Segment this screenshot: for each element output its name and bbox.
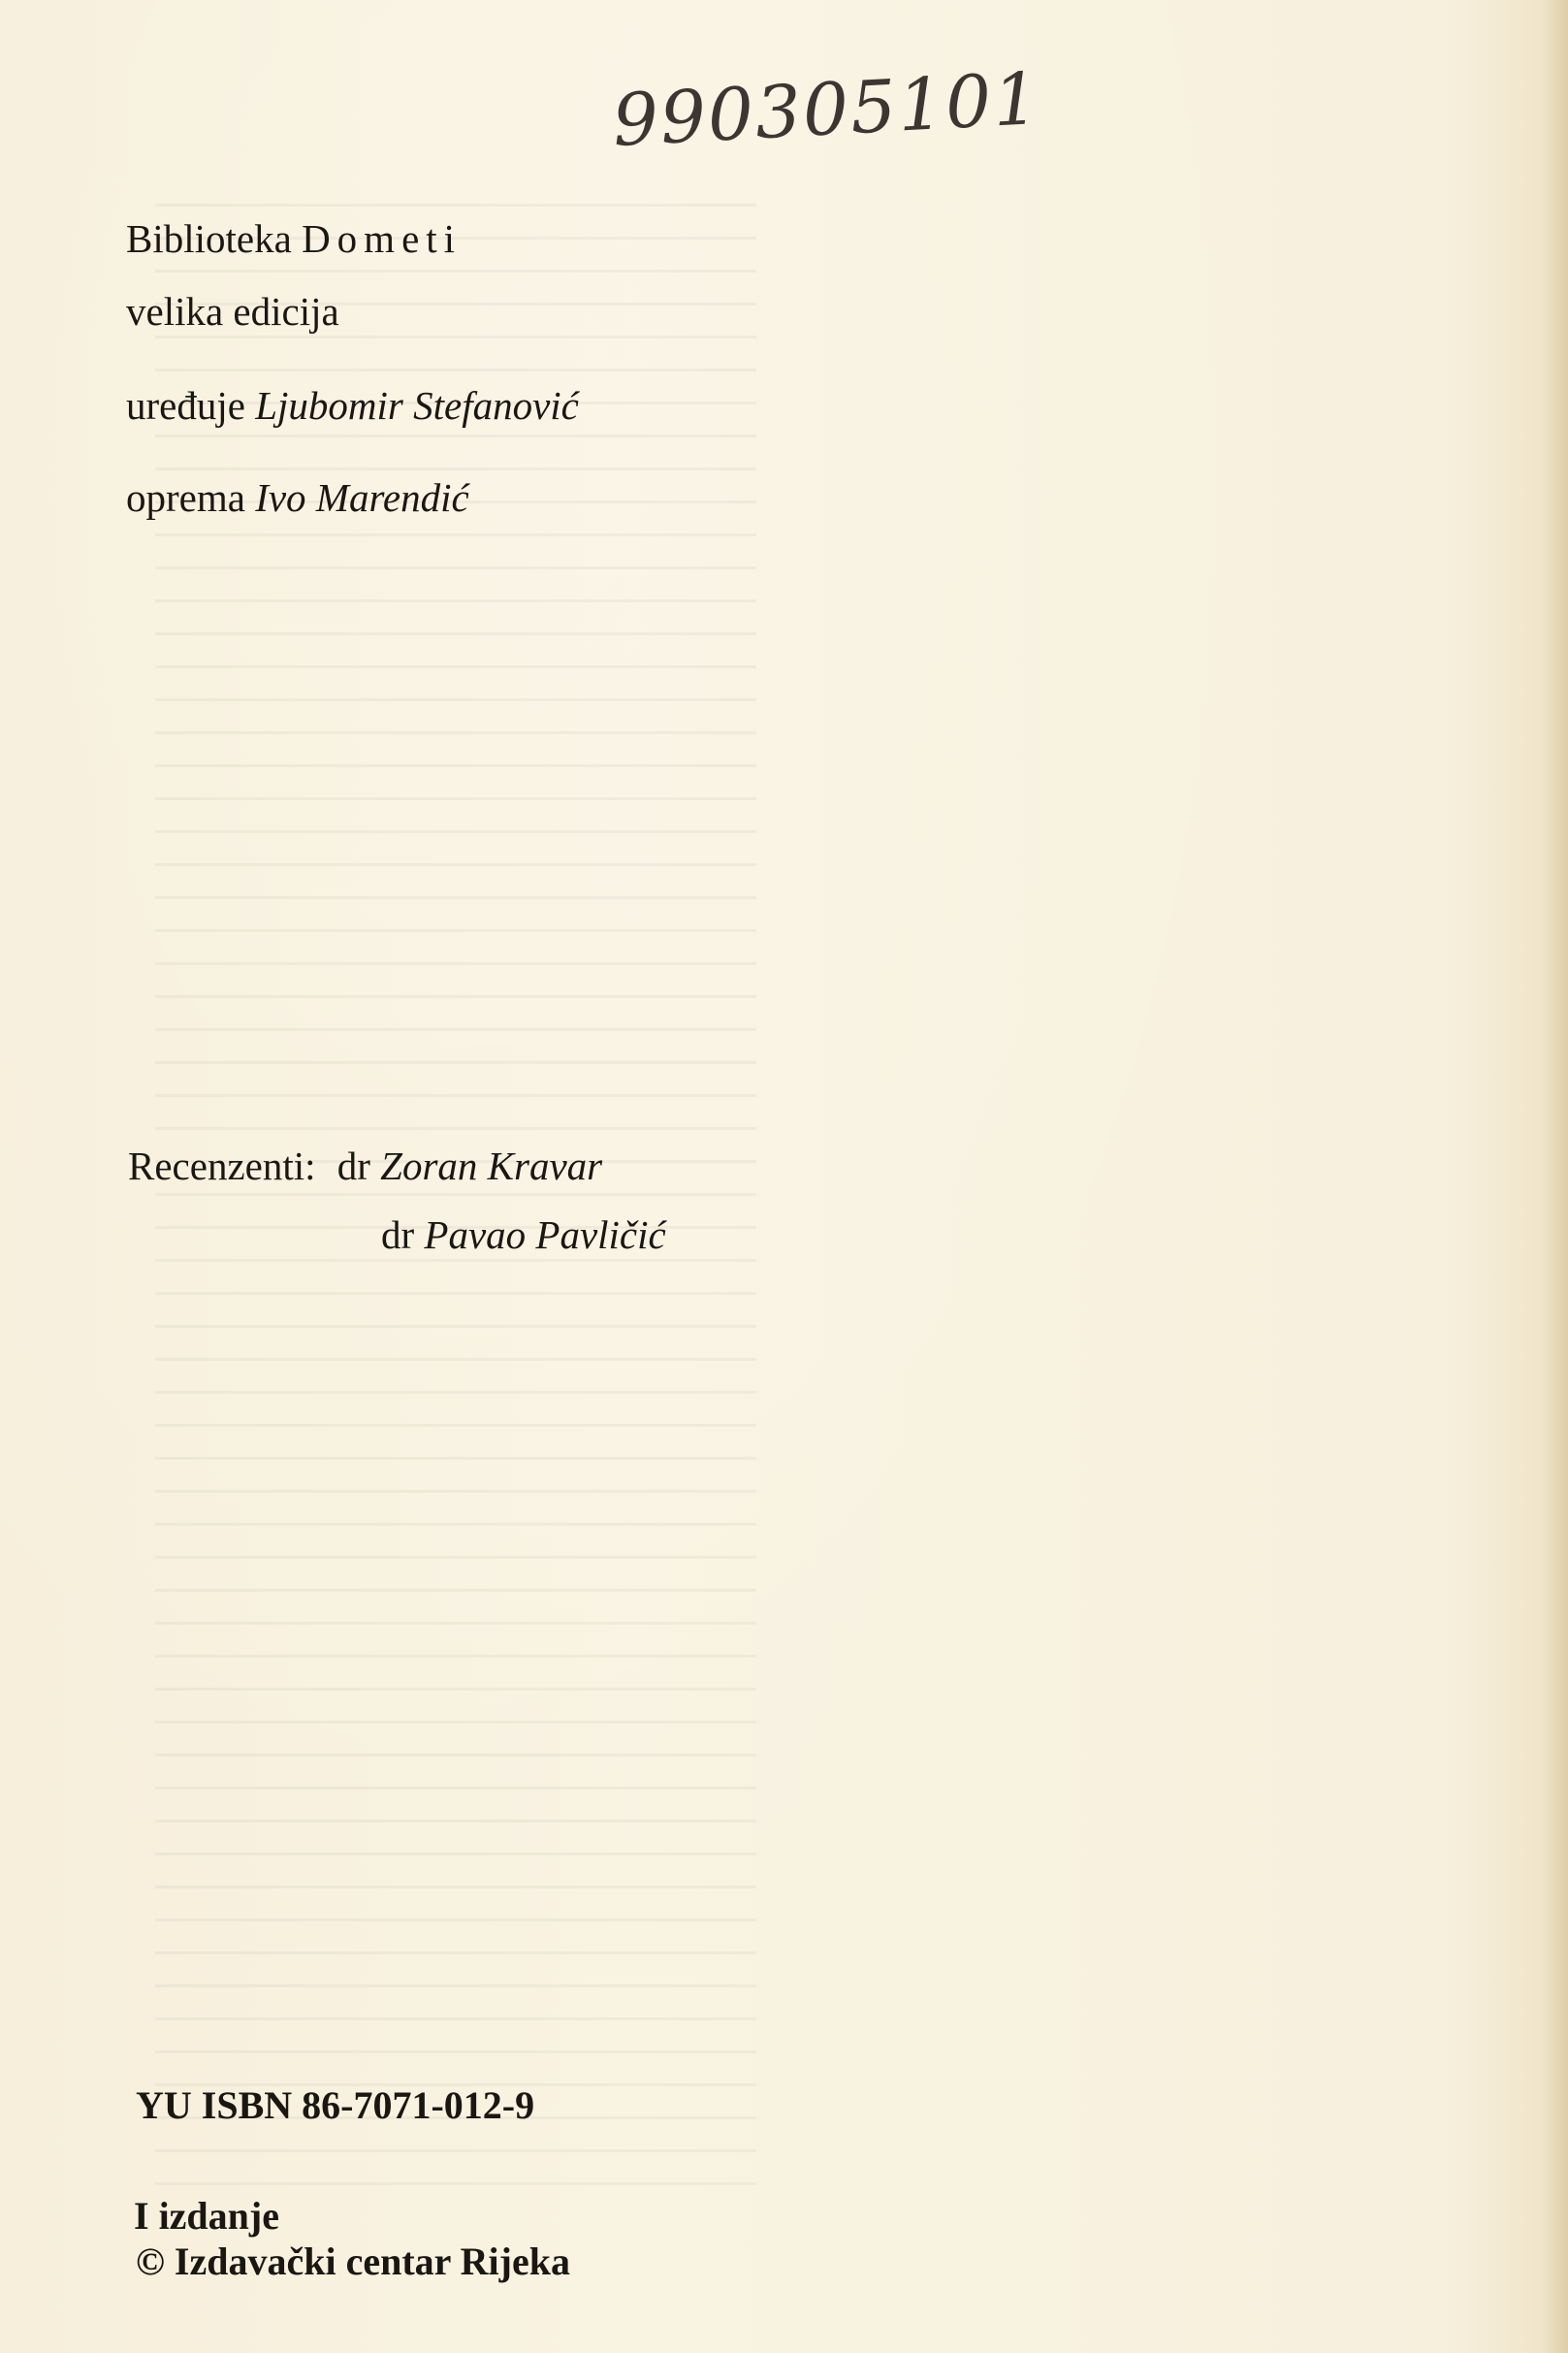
copyright-line: © Izdavački centar Rijeka [136, 2240, 570, 2283]
editor-label: uređuje [126, 383, 245, 428]
reviewer-1-title: dr [336, 1144, 370, 1188]
design-label: oprema [126, 475, 245, 520]
design-name: Ivo Marendić [255, 475, 469, 520]
reviewers-line-2 [381, 1212, 666, 1257]
edition-note-line: I izdanje [134, 2194, 279, 2238]
page-edge-shadow [1541, 0, 1568, 2353]
library-label: Biblioteka [126, 216, 292, 261]
reviewers-label: Recenzenti: [128, 1144, 316, 1188]
edition-line: velika edicija [126, 289, 339, 334]
editor-name: Ljubomir Stefanović [255, 383, 579, 428]
library-name: Dometi [302, 216, 463, 261]
reviewer-2-name: Pavao Pavličić [424, 1212, 666, 1257]
reviewers-line-1 [128, 1146, 602, 1186]
handwritten-catalog-number: 990305101 [610, 56, 1043, 163]
isbn-line: YU ISBN 86-7071-012-9 [136, 2083, 535, 2127]
reviewer-2-title: dr [381, 1212, 415, 1257]
reviewer-1-name: Zoran Kravar [380, 1144, 603, 1188]
editor-line [126, 383, 579, 428]
library-series-line [126, 216, 463, 261]
design-line [126, 475, 469, 520]
